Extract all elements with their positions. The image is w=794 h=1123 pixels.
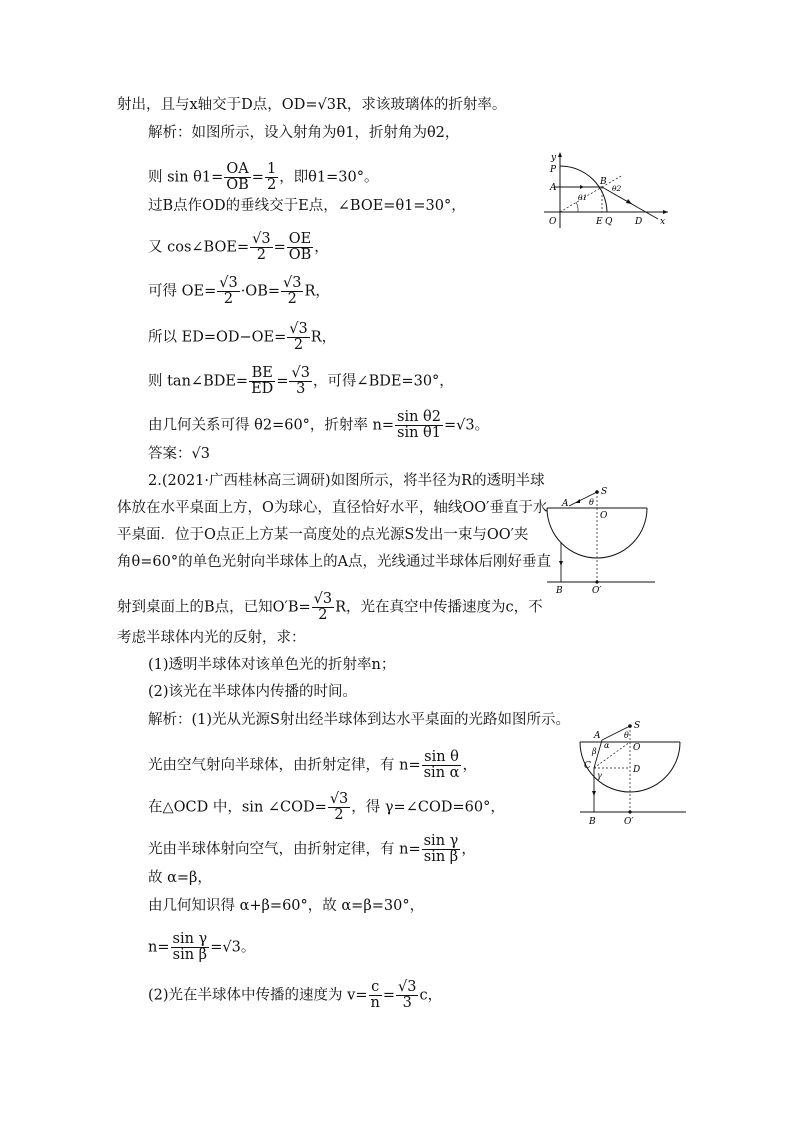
p2-line-3: 平桌面．位于O点正上方某一高度处的点光源S发出一束与OO′夹 [117,527,529,543]
p2-solution-7: n= $\frac{\text{sin γ}}{\text{sin β}}$ =√3。 [148,931,256,963]
figure-2-hemisphere [545,482,657,598]
p2-line-1: 2.(2021·广西桂林高三调研)如图所示，将半径为R的透明半球 [148,473,545,489]
label-B: B [589,817,596,827]
p2-question-1: (1)透明半球体对该单色光的折射率n； [148,657,396,673]
label-theta: θ [624,731,629,740]
label-O: O [633,743,641,753]
label-D: D [633,765,641,775]
p2-solution-8: (2)光在半球体中传播的速度为 v= $\frac{c}{n}$ = $\frac{√3}{3}$ c， [148,979,443,1011]
p2-solution-3: 在△OCD 中，sin ∠COD= $\frac{√3}{2}$ ，得 γ=∠COD=60°， [148,791,505,823]
refracted-arrow [626,199,632,204]
fraction: $\frac{1}{2}$ [266,161,277,193]
fraction: $\frac{\text{sin γ}}{\text{sin β}}$ [172,931,208,963]
label-P: P [550,165,557,175]
source-point [628,724,632,728]
p2-solution-6: 由几何知识得 α+β=60°，故 α=β=30°， [148,898,425,914]
label-theta2: θ2 [612,184,622,193]
label-Q: Q [605,217,613,227]
label-O-prime: O′ [592,586,602,596]
p1-line-9: 由几何关系可得 θ2=60°，折射率 n= $\frac{\text{sin θ2}}{\text{sin θ1}}$ =√3。 [148,409,490,441]
label-alpha: α [604,741,610,750]
fraction: $\frac{√3}{2}$ [313,591,333,623]
p2-solution-5: 故 α=β， [148,870,212,886]
fraction: $\frac{√3}{2}$ [283,275,302,307]
ray-arrow [580,185,584,189]
fraction: $\frac{\text{sin θ}}{\text{sin α}}$ [423,749,460,781]
label-S: S [634,721,641,731]
label-y: y [551,153,557,163]
fraction: $\frac{√3}{2}$ [219,275,238,307]
label-O: O [600,511,608,521]
fraction: $\frac{c}{n}$ [370,979,380,1011]
fraction: $\frac{√3}{2}$ [252,231,271,263]
label-x: x [660,217,666,227]
y-axis-arrow [558,152,562,157]
p1-line-4: 过B点作OD的垂线交于E点，∠BOE=θ1=30°， [148,198,466,214]
label-A: A [594,731,601,741]
label-O: O [549,217,557,227]
label-E: E [596,217,603,227]
label-A: A [562,499,569,509]
p1-line-7: 所以 ED=OD−OE= $\frac{√3}{2}$ R， [148,321,337,353]
label-D: D [635,217,643,227]
p1-line-5: 又 cos∠BOE= $\frac{√3}{2}$ = $\frac{OE}{OB}$ ， [148,231,329,263]
fraction: $\frac{OA}{OB}$ [226,161,249,193]
o-prime-point [595,580,598,583]
p2-line-2: 体放在水平桌面上方，O为球心，直径恰好水平，轴线OO′垂直于水 [117,500,548,516]
quarter-circle [560,166,607,212]
angle-arc [576,202,578,212]
p2-solution-1: 解析：(1)光从光源S射出经半球体到达水平桌面的光路如图所示。 [148,712,570,728]
p1-answer: 答案：√3 [148,446,210,462]
p2-line-6: 考虑半球体内光的反射，求： [117,630,306,646]
x-axis-arrow [663,210,668,214]
fraction: $\frac{\text{sin γ}}{\text{sin β}}$ [423,833,459,865]
p1-line-1: 射出，且与x轴交于D点，OD=√3R，求该玻璃体的折射率。 [117,97,507,113]
exit-ray-arrow [559,561,563,566]
p1-line-8: 则 tan∠BDE= $\frac{BE}{ED}$ = $\frac{√3}{3}$ ，可得∠BDE=30°， [148,365,454,397]
p2-solution-4: 光由半球体射向空气，由折射定律，有 n= $\frac{\text{sin γ}}{\text{sin β}}$ ， [148,833,476,865]
fraction: $\frac{\text{sin θ2}}{\text{sin θ1}}$ [397,409,441,441]
p1-line-2: 解析：如图所示，设入射角为θ1，折射角为θ2， [148,125,460,141]
fraction: $\frac{√3}{2}$ [329,791,349,823]
label-O-prime: O′ [624,817,634,827]
label-theta: θ [589,498,594,507]
source-point [595,490,599,494]
fraction: $\frac{√3}{2}$ [289,321,308,353]
o-prime-point [628,810,631,813]
label-A: A [550,183,557,193]
exit-ray-arrow [592,791,596,796]
p1-line-6: 可得 OE= $\frac{√3}{2}$ ·OB= $\frac{√3}{2}$ R， [148,275,330,307]
label-S: S [601,487,608,497]
label-B: B [600,177,607,187]
p2-solution-2: 光由空气射向半球体，由折射定律，有 n= $\frac{\text{sin θ}}{\text{sin α}}$ ， [148,749,477,781]
label-gamma: γ [597,771,602,780]
fraction: $\frac{BE}{ED}$ [251,365,274,397]
oc-line [594,742,630,768]
label-beta: β [592,747,597,756]
p2-line-5: 射到桌面上的B点，已知O′B= $\frac{√3}{2}$ R，光在真空中传播速度为c，不 [117,591,543,623]
p2-line-4: 角θ=60°的单色光射向半球体上的A点，光线通过半球体后刚好垂直 [117,554,552,570]
figure-1-refraction-diagram [540,148,670,230]
fraction: $\frac{√3}{3}$ [398,979,417,1011]
label-C: C [584,761,591,771]
p1-line-3: 则 sin θ1= $\frac{OA}{OB}$ = $\frac{1}{2}$ ，即θ1=30°。 [148,161,379,193]
fraction: $\frac{OE}{OB}$ [288,231,312,263]
p2-question-2: (2)该光在半球体内传播的时间。 [148,684,358,700]
label-B: B [556,586,563,596]
fraction: $\frac{√3}{3}$ [291,365,310,397]
label-theta1: θ1 [578,193,588,202]
figure-3-light-path [578,716,688,828]
